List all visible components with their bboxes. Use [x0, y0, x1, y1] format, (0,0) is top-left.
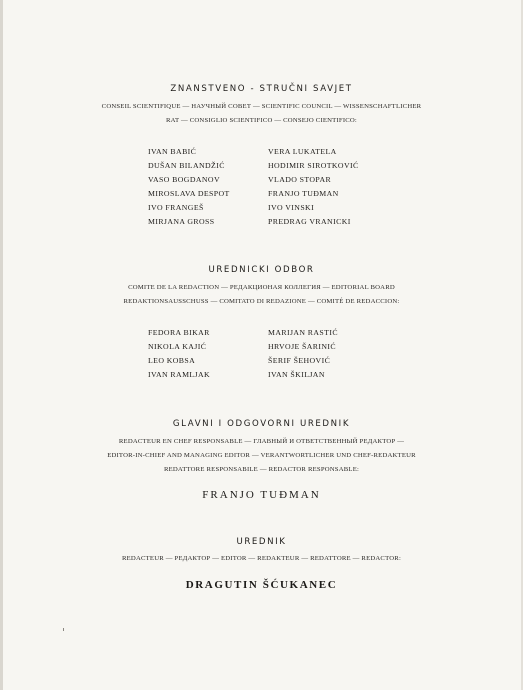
paper-speck: [63, 628, 64, 631]
chief-editor-name: FRANJO TUĐMAN: [202, 489, 321, 501]
editor-name: DRAGUTIN ŠĆUKANEC: [185, 579, 338, 591]
chief-editor-heading: GLAVNI I ODGOVORNI UREDNIK: [172, 419, 351, 429]
council-member: IVO VINSKI: [268, 203, 315, 212]
editor-translations-line1: REDACTEUR — РЕДАКТОР — EDITOR — REDAKTEUR — REDATTORE — REDACTOR:: [121, 555, 402, 562]
council-member: IVO FRANGEŠ: [148, 203, 204, 212]
council-member: VERA LUKATELA: [268, 147, 337, 156]
council-member: PREDRAG VRANICKI: [268, 217, 351, 226]
council-translations-line2: RAT — CONSIGLIO SCIENTIFICO — CONSEJO CIENTIFICO:: [166, 117, 357, 124]
board-member: ŠERIF ŠEHOVIĆ: [268, 356, 331, 365]
board-translations-line1: COMITE DE LA REDACTION — РЕДАКЦИОНАЯ КОЛЛЕГИЯ — EDITORIAL BOARD: [128, 284, 395, 291]
council-member: FRANJO TUĐMAN: [268, 189, 339, 198]
council-member: HODIMIR SIROTKOVIĆ: [268, 161, 359, 170]
council-heading: ZNANSTVENO - STRUČNI SAVJET: [170, 84, 353, 94]
board-member: IVAN RAMLJAK: [148, 370, 211, 379]
board-member: IVAN ŠKILJAN: [268, 370, 325, 379]
council-translations-line1: CONSEIL SCIENTIFIQUE — НАУЧНЫЙ СОВЕТ — SCIENTIFIC COUNCIL — WISSENSCHAFTLICHER: [101, 103, 422, 110]
council-member: IVAN BABIĆ: [148, 147, 197, 156]
board-member: FEDORA BIKAR: [148, 328, 210, 337]
chief-editor-translations-line3: REDATTORE RESPONSABILE — REDACTOR RESPONSABLE:: [163, 466, 360, 473]
board-member: MARIJAN RASTIĆ: [268, 328, 338, 337]
chief-editor-translations-line1: REDACTEUR EN CHEF RESPONSABLE — ГЛАВНЫЙ И ОТВЕТСТВЕННЫЙ РЕДАКТОР —: [118, 438, 405, 445]
board-translations-line2: REDAKTIONSAUSSCHUSS — COMITATO DI REDAZIONE — COMITÉ DE REDACCION:: [123, 298, 400, 305]
council-member: MIROSLAVA DESPOT: [148, 189, 230, 198]
editor-heading: UREDNIK: [236, 537, 287, 547]
chief-editor-translations-line2: EDITOR-IN-CHIEF AND MANAGING EDITOR — VERANTWORTLICHER UND CHEF-REDAKTEUR: [107, 452, 416, 459]
council-member: VLADO STOPAR: [268, 175, 332, 184]
council-member: MIRJANA GROSS: [148, 217, 215, 226]
board-member: NIKOLA KAJIĆ: [148, 342, 207, 351]
board-member: LEO KOBSA: [148, 356, 196, 365]
board-heading: UREDNICKI ODBOR: [208, 265, 315, 275]
board-member: HRVOJE ŠARINIĆ: [268, 342, 337, 351]
council-member: VASO BOGDANOV: [148, 175, 220, 184]
council-member: DUŠAN BILANDŽIĆ: [148, 161, 225, 170]
